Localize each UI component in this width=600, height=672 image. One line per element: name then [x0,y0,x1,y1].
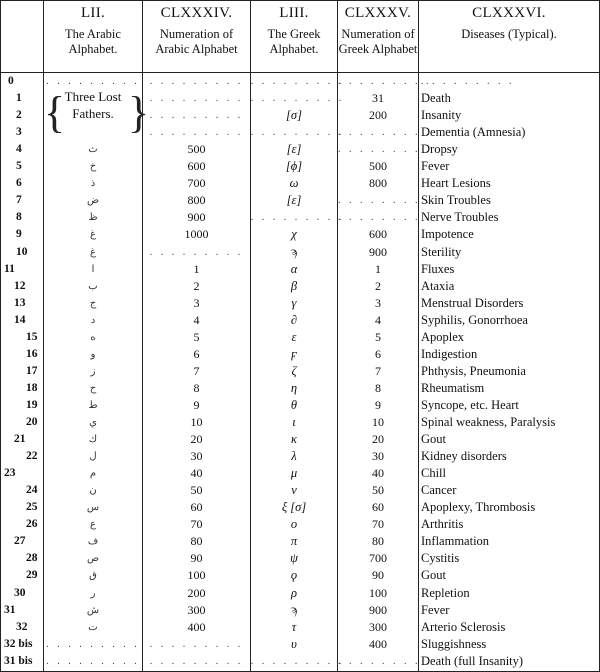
header-number: CLXXXIV. [160,5,233,21]
row-index: 32 bis [4,637,33,650]
table-row [0,244,600,261]
greek-letter: γ [291,295,297,310]
arabic-letter [44,124,142,141]
arabic-numeral: 7 [193,363,200,378]
disease-name: Apoplex [421,329,465,344]
row-index: 26 [26,518,38,531]
greek-numeral: 5 [375,329,381,344]
row-index: 32 [16,620,28,633]
table-row [0,482,600,499]
arabic-numeral: 600 [187,159,206,174]
disease-name: Fluxes [421,261,455,276]
table-row [0,329,600,346]
dotted-leader: . . . . . . . . . [149,655,244,667]
table-row [0,533,600,550]
disease-name: Death (full Insanity) [421,653,524,668]
table-row [0,226,600,243]
table-row [0,90,600,107]
greek-letter: π [290,534,298,549]
greek-letter: η [290,380,298,395]
arabic-letter: ح [89,382,97,394]
greek-letter: [ε] [286,142,302,157]
greek-letter: [σ] [286,108,302,123]
header-caption: Numeration of Arabic Alphabet [155,27,238,56]
table-row [0,499,600,516]
arabic-letter: ب [88,280,98,292]
dotted-leader: . . . . . . . . . [149,93,244,105]
table-row [0,312,600,329]
arabic-letter: ف [87,536,99,548]
disease-name: Chill [421,466,447,481]
arabic-letter: ظ [88,212,98,224]
row-index: 17 [26,364,38,377]
table-row [0,550,600,567]
arabic-letter: ج [89,297,97,309]
arabic-letter: ا [91,263,95,275]
disease-name: Rheumatism [421,380,485,395]
table-row [0,636,600,653]
greek-letter: ζ [291,363,297,378]
arabic-numeral: 20 [190,432,203,447]
greek-numeral: 20 [372,432,384,447]
arabic-numeral: 800 [187,193,206,208]
arabic-letter: ض [86,195,100,207]
dotted-leader: . . . . . . . . . [251,93,345,105]
dotted-leader: . . . . . . . . . [149,638,244,650]
disease-name: Fever [421,159,450,174]
greek-numeral: 70 [372,517,384,532]
header-greek-numeration [338,0,418,72]
table-row [0,158,600,175]
table-row [0,141,600,158]
arabic-numeral: 90 [190,551,203,566]
disease-name: Sterility [421,244,462,259]
dotted-leader: . . . . . . . . . [46,655,140,667]
disease-name: Menstrual Disorders [421,295,524,310]
disease-name: Fever [421,602,450,617]
arabic-letter: ه [90,331,96,343]
table-row [0,585,600,602]
row-index: 0 [8,75,14,87]
arabic-numeral: 900 [187,210,206,225]
table-row [0,397,600,414]
row-index: 10 [16,245,28,258]
greek-letter: μ [290,466,298,481]
greek-numeral: 700 [369,551,387,566]
table-row [0,653,600,670]
row-index: 30 [14,586,26,599]
row-index: 5 [16,160,22,173]
arabic-letter: ر [90,587,96,599]
disease-name: Sluggishness [421,636,487,651]
dotted-leader: . . . . . . . . . [149,110,244,122]
arabic-letter: غ [90,246,96,258]
row-index: 19 [26,398,38,411]
row-index: 15 [26,330,38,343]
row-index: 11 [4,262,15,275]
dotted-leader: . . . . . . . . . [46,76,140,87]
arabic-letter: ط [88,399,98,411]
greek-numeral: 90 [372,568,384,583]
dotted-leader: . . . . . . . . . [149,76,244,87]
table-row [0,295,600,312]
table-row [0,346,600,363]
row-index: 22 [26,450,38,463]
arabic-numeral: 3 [193,295,200,310]
arabic-numeral: 1 [193,261,200,276]
arabic-letter: ث [88,144,98,156]
dotted-leader: . . . . . . . . . [338,212,432,224]
disease-name: Dementia (Amnesia) [421,125,526,140]
arabic-letter: غ [90,229,96,241]
greek-letter: ∂ [290,312,298,327]
greek-numeral: 7 [375,363,381,378]
disease-name: Cystitis [421,551,460,566]
disease-name: Repletion [421,585,470,600]
arabic-letter: ل [89,451,97,463]
disease-name: Syncope, etc. Heart [421,397,519,412]
greek-numeral: 2 [375,278,381,293]
greek-numeral: 30 [372,449,384,464]
greek-numeral: 100 [369,585,387,600]
header-caption: Diseases (Typical). [461,27,557,41]
greek-letter: ξ [σ] [281,500,307,515]
header-diseases [419,0,599,72]
arabic-letter: ذ [90,178,96,190]
row-index: 25 [26,501,38,514]
arabic-letter: ت [88,621,98,633]
greek-letter: ϙ [290,568,298,583]
row-index: 7 [16,194,22,207]
disease-name: Heart Lesions [421,176,491,191]
greek-letter: θ [290,397,298,412]
greek-letter: α [290,261,298,276]
greek-letter: ρ [291,585,297,600]
arabic-numeral: 10 [190,415,203,429]
greek-numeral: 900 [369,244,387,259]
greek-numeral: 4 [375,312,381,327]
disease-name: Arthritis [421,517,464,532]
arabic-numeral: 80 [190,534,203,549]
table-row [0,278,600,295]
table-row [0,209,600,226]
disease-name: Syphilis, Gonorrhoea [421,312,528,327]
greek-numeral: 300 [369,619,387,634]
arabic-numeral: 9 [193,397,200,412]
greek-numeral: 500 [369,159,387,174]
greek-letter: λ [291,449,297,464]
row-index: 28 [26,552,38,565]
greek-letter: ϡ [290,244,298,259]
dotted-leader: . . . . . . . . . [338,144,432,156]
greek-numeral: 6 [375,346,381,361]
table-row [0,380,600,397]
table-row [0,73,600,90]
arabic-numeral: 40 [190,466,203,481]
dotted-leader: . . . . . . . . . [338,76,432,87]
greek-numeral: 9 [375,397,381,412]
arabic-numeral: 500 [187,142,206,157]
greek-numeral: 3 [375,295,381,310]
row-index: 21 [14,433,26,446]
greek-numeral: 40 [372,466,384,481]
arabic-letter: ك [88,434,98,446]
arabic-numeral: 8 [193,380,200,395]
greek-letter: ω [289,176,299,191]
greek-letter: ι [292,415,296,429]
greek-letter: ϝ [291,346,297,361]
row-index: 16 [26,347,38,360]
disease-name: Phthysis, Pneumonia [421,363,526,378]
greek-numeral: 10 [372,415,384,429]
header-arabic-numeration [143,0,250,72]
greek-numeral: 900 [369,602,387,617]
arabic-letter: ي [89,417,97,428]
greek-numeral: 800 [369,176,387,191]
disease-name: Arterio Sclerosis [421,619,506,634]
arabic-numeral: 200 [187,585,206,600]
greek-letter: τ [291,619,297,634]
header-greek-alphabet [251,0,337,72]
dotted-leader: . . . . . . . . . [251,127,345,139]
row-index: 6 [16,177,22,190]
header-caption: The Greek Alphabet. [267,27,321,56]
table-row [0,192,600,209]
greek-letter: ϡ [290,602,298,617]
row-index: 18 [26,381,38,394]
arabic-numeral: 6 [193,346,200,361]
arabic-letter [44,90,142,107]
header-caption: The Arabic Alphabet. [65,27,121,56]
header-arabic-alphabet [44,0,142,72]
header-number: LII. [80,5,106,21]
table-row [0,261,600,278]
arabic-letter [44,107,142,124]
arabic-letter: س [86,502,100,514]
arabic-numeral: 100 [187,568,206,583]
arabic-numeral: 50 [190,483,203,498]
row-index: 12 [14,279,26,292]
row-index: 24 [26,484,38,497]
arabic-letter: ز [90,365,96,377]
greek-numeral: 31 [372,91,384,106]
arabic-letter: ق [89,570,97,582]
arabic-letter: و [90,348,96,360]
table-row [0,431,600,448]
left-brace: { [44,88,66,137]
arabic-letter: م [89,468,97,480]
header-caption: Numeration of Greek Alphabet [338,27,418,56]
disease-name: Indigestion [421,346,478,361]
dotted-leader: . . . . . . . . . [338,655,432,667]
header-number: CLXXXV. [344,5,412,21]
right-brace: } [128,88,150,137]
disease-name: Gout [421,568,446,583]
arabic-numeral: 70 [190,517,203,532]
arabic-letter: د [90,314,96,326]
row-index: 4 [16,143,22,156]
dotted-leader: . . . . . . . . . [149,127,244,139]
dotted-leader: . . . . . . . . . [46,638,140,650]
row-index: 2 [16,109,22,122]
greek-numeral: 50 [372,483,384,498]
table-row [0,363,600,380]
greek-letter: ψ [290,551,298,566]
arabic-numeral: 60 [190,500,203,515]
row-index: 3 [16,126,22,139]
greek-numeral: 8 [375,380,381,395]
arabic-letter: ص [86,553,100,565]
disease-name: Spinal weakness, Paralysis [421,415,556,429]
header-number: CLXXXVI. [472,5,546,21]
header-number: LIII. [279,5,309,21]
disease-name: Insanity [421,108,462,123]
greek-letter: [ε] [286,193,302,208]
three-lost-fathers-label: Three Lost Fathers. [64,89,122,121]
dotted-leader: . . . . . . . . . [251,212,345,224]
row-index: 20 [26,416,38,428]
dotted-leader: . . . . . . . . . [338,127,432,139]
greek-numeral: 80 [372,534,384,549]
greek-letter: ο [290,517,298,532]
greek-numeral: 400 [369,636,387,651]
table-row [0,107,600,124]
disease-name: Cancer [421,483,457,498]
arabic-letter: ع [90,519,96,531]
row-index: 8 [16,211,22,224]
greek-letter: ν [291,483,297,498]
row-index: 31 bis [4,654,33,667]
greek-letter: χ [291,227,297,242]
greek-letter: ε [291,329,297,344]
table-row [0,414,600,431]
disease-name: Death [421,91,451,106]
table-row [0,465,600,482]
row-index: 27 [14,535,26,548]
row-index: 29 [26,569,38,582]
disease-name: Apoplexy, Thrombosis [421,500,536,515]
row-index: 13 [14,296,26,309]
table-row [0,124,600,141]
greek-letter: β [290,278,298,293]
arabic-numeral: 2 [193,278,200,293]
arabic-numeral: 5 [193,329,200,344]
disease-name: Impotence [421,227,474,242]
row-index: 1 [16,92,22,105]
row-index: 31 [4,603,16,616]
dotted-leader: . . . . . . . . . [251,655,345,667]
disease-name: Kidney disorders [421,449,507,464]
table-row [0,619,600,636]
table-row [0,448,600,465]
table-row [0,567,600,584]
table-row [0,175,600,192]
disease-name: Skin Troubles [421,193,491,208]
disease-name: Nerve Troubles [421,210,499,225]
arabic-numeral: 4 [193,312,200,327]
arabic-letter: خ [89,161,97,173]
disease-name: Ataxia [421,278,455,293]
arabic-letter: ن [89,485,97,497]
dotted-leader: . . . . . . . . . [251,76,345,87]
table-row [0,516,600,533]
arabic-numeral: 400 [187,619,206,634]
dotted-leader: . . . . . . . . . [421,76,515,87]
arabic-numeral: 300 [187,602,206,617]
greek-numeral: 1 [375,261,381,276]
row-index: 23 [4,467,16,480]
arabic-numeral: 1000 [184,227,209,242]
disease-name: Dropsy [421,142,458,157]
arabic-numeral: 700 [187,176,206,191]
greek-letter: υ [291,636,297,651]
row-index: 14 [14,313,26,326]
greek-numeral: 200 [369,108,387,123]
arabic-numeral: 30 [190,449,203,464]
greek-letter: [ϕ] [285,159,303,174]
greek-numeral: 600 [369,227,387,242]
greek-letter: κ [291,432,297,447]
greek-numeral: 60 [372,500,384,515]
table-row [0,602,600,619]
arabic-letter: ش [86,604,100,616]
row-index: 9 [16,228,22,241]
dotted-leader: . . . . . . . . . [149,246,244,258]
disease-name: Inflammation [421,534,490,549]
disease-name: Gout [421,432,446,447]
dotted-leader: . . . . . . . . . [338,195,432,207]
